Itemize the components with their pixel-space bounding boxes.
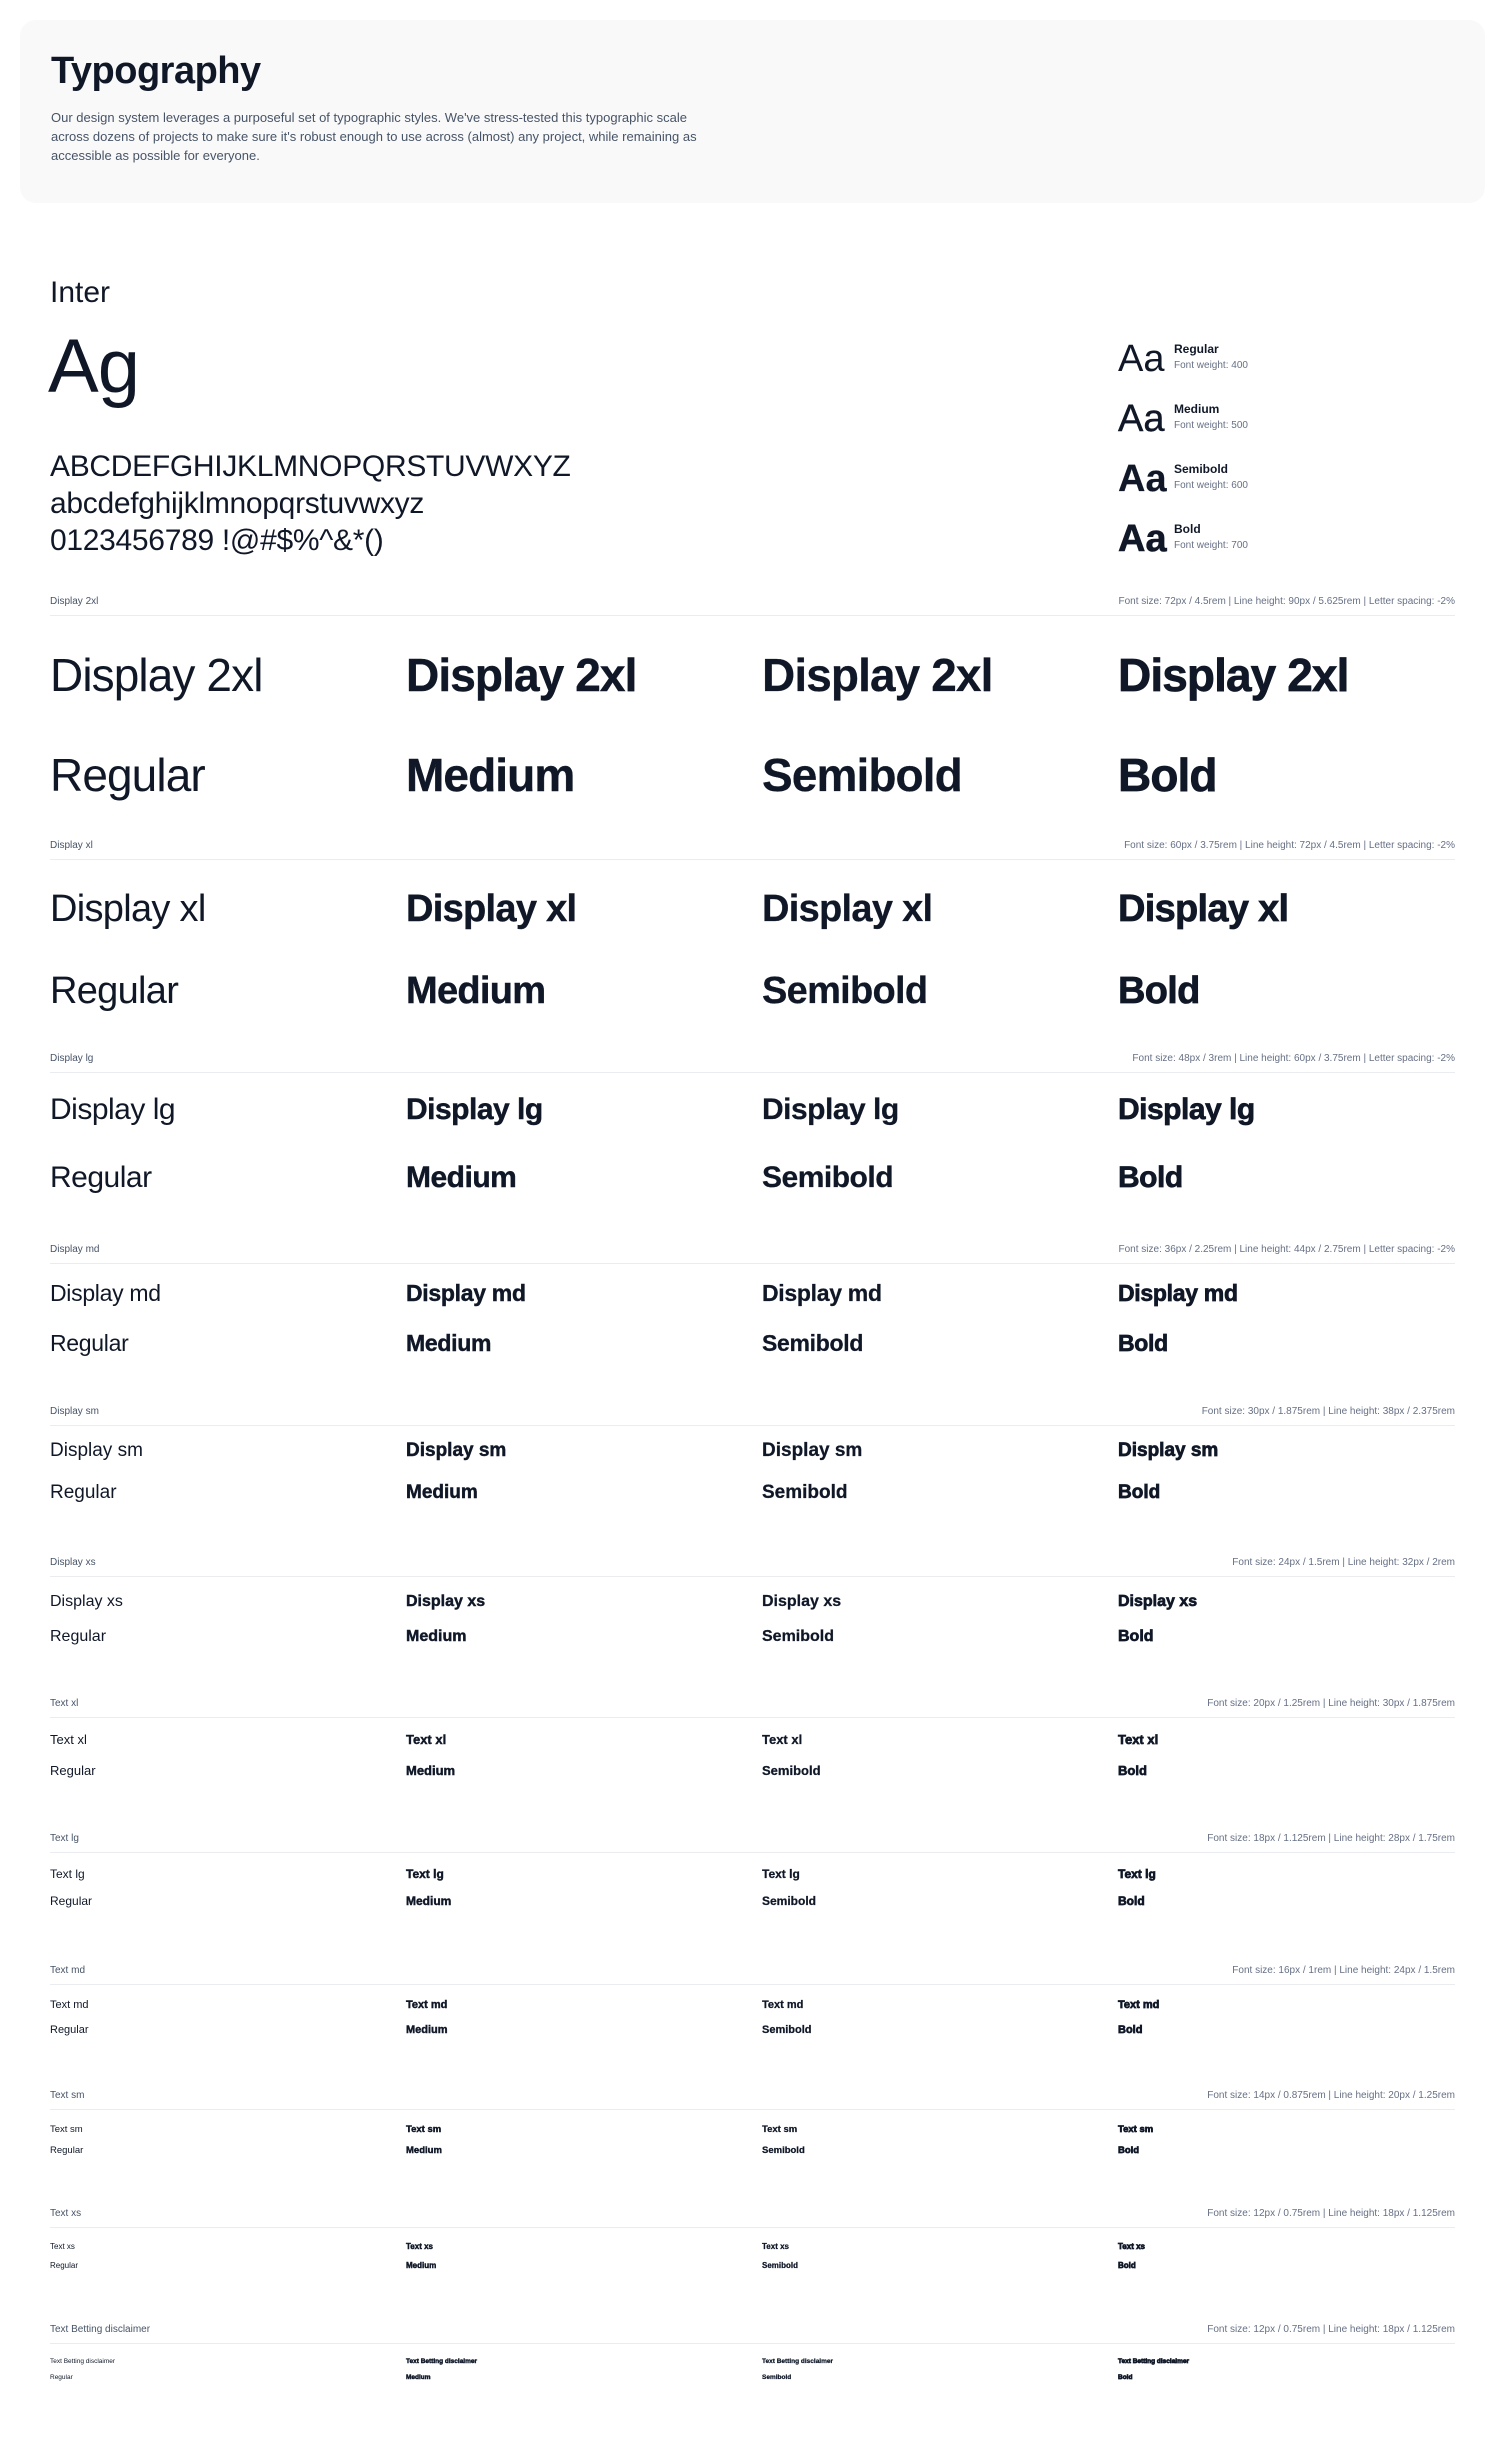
weight-label: Medium — [406, 2374, 431, 2381]
section-header — [50, 1557, 1455, 1577]
sample-text: Display md — [406, 1280, 526, 1306]
section-spec: Font size: 36px / 2.25rem | Line height: 44px / 2.75rem | Letter spacing: -2% — [1118, 1244, 1455, 1255]
section-header — [50, 1053, 1455, 1073]
weight-label: Semibold — [762, 1628, 835, 1645]
weight-label: Bold — [1118, 1482, 1161, 1503]
uppercase-set: ABCDEFGHIJKLMNOPQRSTUVWXYZ — [50, 450, 571, 483]
type-scale-section — [50, 1406, 1455, 1503]
weight-label: Semibold — [762, 749, 962, 801]
type-scale-section — [50, 2208, 1455, 2270]
page-description: Our design system leverages a purposeful set of typographic styles. We've stress-tested this typographic scale across dozens of projects to make sure it's robust enough to use across (almost) any project, while remaining as accessible as possible for everyone. — [51, 110, 697, 163]
section-label: Display md — [50, 1244, 100, 1255]
sample-text: Display xs — [1118, 1593, 1198, 1610]
sample-text: Text xl — [1118, 1732, 1159, 1747]
sample-text: Text Betting disclaimer — [762, 2358, 834, 2365]
section-header — [50, 1965, 1455, 1985]
section-spec: Font size: 16px / 1rem | Line height: 24px / 1.5rem — [1232, 1965, 1455, 1976]
sample-text: Display lg — [406, 1093, 543, 1126]
sample-text: Text xl — [50, 1732, 87, 1747]
weight-label: Semibold — [762, 1330, 864, 1356]
page-title: Typography — [51, 50, 261, 92]
sample-text: Display xs — [406, 1593, 486, 1610]
sample-text: Display md — [50, 1280, 161, 1306]
weight-label: Semibold — [762, 2374, 792, 2381]
sample-text: Text sm — [762, 2124, 798, 2135]
weight-label: Bold — [1118, 1161, 1183, 1194]
weight-label: Regular — [50, 2374, 73, 2381]
weight-label: Medium — [406, 1330, 492, 1356]
type-scale-section — [50, 1698, 1455, 1778]
weight-label: Bold — [1118, 1628, 1154, 1645]
sample-text: Text xs — [762, 2242, 789, 2251]
section-spec: Font size: 12px / 0.75rem | Line height: 18px / 1.125rem — [1207, 2324, 1455, 2335]
section-header — [50, 1698, 1455, 1718]
weight-label: Medium — [406, 2145, 442, 2156]
section-spec: Font size: 30px / 1.875rem | Line height: 38px / 2.375rem — [1201, 1406, 1455, 1417]
weight-label: Medium — [406, 1894, 452, 1908]
weight-description: Font weight: 500 — [1174, 420, 1248, 431]
sample-text: Text sm — [406, 2124, 442, 2135]
sample-text: Display 2xl — [50, 649, 263, 701]
weight-name: Medium — [1174, 402, 1220, 416]
sample-text: Text lg — [762, 1867, 800, 1881]
sample-text: Text xs — [50, 2242, 75, 2251]
sample-text: Display md — [1118, 1280, 1238, 1306]
weight-description: Font weight: 700 — [1174, 540, 1248, 551]
weight-label: Medium — [406, 2261, 437, 2270]
section-label: Text sm — [50, 2090, 85, 2101]
section-header — [50, 596, 1455, 616]
sample-text: Text xl — [406, 1732, 447, 1747]
weight-label: Bold — [1118, 1330, 1168, 1356]
section-label: Text xs — [50, 2208, 82, 2219]
sample-text: Display lg — [1118, 1093, 1255, 1126]
type-scale-section — [50, 2090, 1455, 2156]
weight-label: Regular — [50, 2145, 84, 2156]
section-label: Display lg — [50, 1053, 94, 1064]
sample-text: Text Betting disclaimer — [1118, 2358, 1190, 2365]
section-spec: Font size: 72px / 4.5rem | Line height: 90px / 5.625rem | Letter spacing: -2% — [1118, 596, 1455, 607]
weight-name: Semibold — [1174, 462, 1229, 476]
weight-label: Bold — [1118, 2024, 1143, 2036]
weight-label: Regular — [50, 1482, 117, 1503]
weight-label: Medium — [406, 1161, 517, 1194]
weight-label: Bold — [1118, 2145, 1140, 2156]
weight-label: Regular — [50, 2024, 89, 2036]
weight-label: Regular — [50, 1330, 129, 1356]
sample-text: Text sm — [50, 2124, 83, 2135]
section-spec: Font size: 12px / 0.75rem | Line height: 18px / 1.125rem — [1207, 2208, 1455, 2219]
sample-text: Display sm — [406, 1440, 507, 1461]
weight-label: Regular — [50, 1161, 152, 1194]
weight-label: Bold — [1118, 1894, 1145, 1908]
weight-label: Bold — [1118, 2261, 1136, 2270]
weight-label: Bold — [1118, 1763, 1147, 1778]
section-spec: Font size: 48px / 3rem | Line height: 60px / 3.75rem | Letter spacing: -2% — [1132, 1053, 1455, 1064]
type-scale-section — [50, 596, 1455, 801]
weight-label: Bold — [1118, 2374, 1133, 2381]
weight-label: Medium — [406, 2024, 448, 2036]
section-spec: Font size: 18px / 1.125rem | Line height: 28px / 1.75rem — [1207, 1833, 1455, 1844]
sample-text: Display xl — [762, 888, 933, 930]
section-label: Text md — [50, 1965, 86, 1976]
weight-label: Bold — [1118, 970, 1200, 1012]
sample-text: Text lg — [406, 1867, 444, 1881]
weight-label: Regular — [50, 2261, 79, 2270]
weight-description: Font weight: 600 — [1174, 480, 1248, 491]
weight-label: Semibold — [762, 1894, 817, 1908]
lowercase-set: abcdefghijklmnopqrstuvwxyz — [50, 487, 425, 520]
weight-description: Font weight: 400 — [1174, 360, 1248, 371]
sample-text: Display 2xl — [1118, 649, 1349, 701]
sample-text: Display sm — [1118, 1440, 1219, 1461]
section-spec: Font size: 14px / 0.875rem | Line height: 20px / 1.25rem — [1207, 2090, 1455, 2101]
section-label: Display xl — [50, 840, 93, 851]
type-scale-section — [50, 1244, 1455, 1356]
weight-label: Regular — [50, 1763, 96, 1778]
weight-label: Regular — [50, 1894, 93, 1908]
weight-label: Regular — [50, 1628, 107, 1645]
section-label: Display sm — [50, 1406, 99, 1417]
weight-label: Medium — [406, 1482, 478, 1503]
weight-label: Medium — [406, 1763, 456, 1778]
section-header — [50, 1406, 1455, 1426]
weight-label: Semibold — [762, 2145, 805, 2156]
sample-text: Display sm — [762, 1440, 863, 1461]
section-spec: Font size: 20px / 1.25rem | Line height: 30px / 1.875rem — [1207, 1698, 1455, 1709]
sample-text: Text md — [1118, 1999, 1160, 2011]
font-family-name: Inter — [50, 276, 111, 309]
sample-text: Text xl — [762, 1732, 803, 1747]
section-label: Text xl — [50, 1698, 79, 1709]
weight-label: Regular — [50, 749, 205, 801]
weight-label: Semibold — [762, 2024, 812, 2036]
numerals-set: 0123456789 !@#$%^&*() — [50, 524, 384, 557]
sample-text: Display 2xl — [406, 649, 637, 701]
font-sample-glyphs: Ag — [48, 324, 139, 409]
sample-text: Text md — [406, 1999, 448, 2011]
weight-name: Bold — [1174, 522, 1201, 536]
weight-name: Regular — [1174, 342, 1219, 356]
sample-text: Display xl — [50, 888, 206, 930]
sample-text: Text sm — [1118, 2124, 1154, 2135]
weight-label: Medium — [406, 749, 575, 801]
section-label: Display 2xl — [50, 596, 99, 607]
sample-text: Display xs — [50, 1593, 123, 1610]
sample-text: Text Betting disclaimer — [406, 2358, 478, 2365]
weight-label: Semibold — [762, 1482, 848, 1503]
weight-label: Semibold — [762, 1763, 821, 1778]
section-label: Text Betting disclaimer — [50, 2324, 151, 2335]
weight-label: Medium — [406, 1628, 467, 1645]
weight-glyph: Aa — [1118, 458, 1167, 500]
sample-text: Display xs — [762, 1593, 842, 1610]
sample-text: Display lg — [50, 1093, 176, 1126]
type-scale-section — [50, 1557, 1455, 1645]
section-spec: Font size: 60px / 3.75rem | Line height: 72px / 4.5rem | Letter spacing: -2% — [1124, 840, 1455, 851]
header-card — [20, 20, 1485, 203]
sample-text: Text Betting disclaimer — [50, 2358, 116, 2365]
sample-text: Display md — [762, 1280, 882, 1306]
section-header — [50, 1244, 1455, 1264]
section-header — [50, 2090, 1455, 2110]
weight-glyph: Aa — [1118, 338, 1165, 380]
type-scale-section — [50, 840, 1455, 1012]
sample-text: Text lg — [50, 1867, 85, 1881]
weight-glyph: Aa — [1118, 398, 1165, 440]
weight-label: Medium — [406, 970, 546, 1012]
section-header — [50, 2208, 1455, 2228]
weight-label: Regular — [50, 970, 179, 1012]
sample-text: Display xl — [1118, 888, 1289, 930]
section-spec: Font size: 24px / 1.5rem | Line height: 32px / 2rem — [1232, 1557, 1455, 1568]
weight-label: Semibold — [762, 2261, 799, 2270]
weight-glyph: Aa — [1118, 518, 1167, 560]
type-scale-section — [50, 2324, 1455, 2381]
sample-text: Display xl — [406, 888, 577, 930]
sample-text: Display sm — [50, 1440, 143, 1461]
weight-label: Semibold — [762, 1161, 894, 1194]
sample-text: Text md — [50, 1999, 89, 2011]
sample-text: Display lg — [762, 1093, 899, 1126]
type-scale-section — [50, 1833, 1455, 1908]
section-label: Display xs — [50, 1557, 96, 1568]
weight-label: Bold — [1118, 749, 1217, 801]
section-header — [50, 840, 1455, 860]
sample-text: Text md — [762, 1999, 804, 2011]
weight-label: Semibold — [762, 970, 928, 1012]
sample-text: Text xs — [406, 2242, 433, 2251]
type-scale-section — [50, 1965, 1455, 2036]
sample-text: Text lg — [1118, 1867, 1156, 1881]
section-header — [50, 2324, 1455, 2344]
character-set — [50, 448, 571, 559]
type-scale-section — [50, 1053, 1455, 1194]
sample-text: Text xs — [1118, 2242, 1145, 2251]
section-label: Text lg — [50, 1833, 79, 1844]
sample-text: Display 2xl — [762, 649, 993, 701]
section-header — [50, 1833, 1455, 1853]
